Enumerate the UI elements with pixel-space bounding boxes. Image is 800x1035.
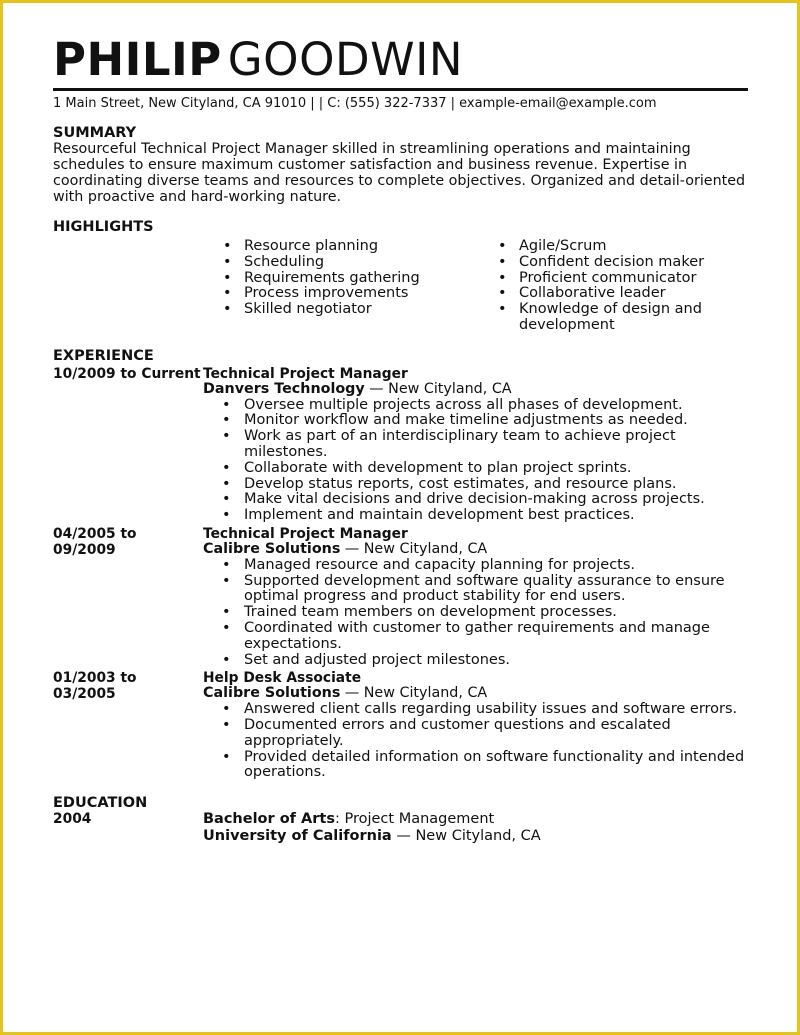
job-dates: 01/2003 to 03/2005 <box>53 670 137 703</box>
education-details <box>203 811 541 845</box>
education-heading: EDUCATION <box>53 795 148 812</box>
job-bullet: • Provided detailed information on software functionality and intended operations. <box>203 750 753 782</box>
company-location: — New Cityland, CA <box>340 540 488 557</box>
job-bullets <box>203 702 753 781</box>
last-name: GOODWIN <box>227 33 464 86</box>
highlight-item: • Resource planning <box>218 239 493 255</box>
job-entry <box>53 670 753 781</box>
job-dates: 04/2005 to 09/2009 <box>53 525 137 558</box>
experience-heading: EXPERIENCE <box>53 347 154 364</box>
job-company-line <box>203 686 753 702</box>
job-bullet: • Collaborate with development to plan project sprints. <box>203 461 753 477</box>
company-name: Calibre Solutions <box>203 540 341 557</box>
school-line <box>203 828 541 845</box>
education-year: 2004 <box>53 811 92 828</box>
highlight-item: • Agile/Scrum <box>493 239 723 255</box>
highlight-item: • Scheduling <box>218 255 493 271</box>
job-entry <box>53 526 753 668</box>
candidate-name <box>53 30 753 90</box>
job-bullet: • Supported development and software quality assurance to ensure optimal progress and product stability for end users. <box>203 574 753 606</box>
highlights-right-column <box>493 239 723 334</box>
highlight-item: • Proficient communicator <box>493 271 723 287</box>
job-title: Help Desk Associate <box>203 670 362 687</box>
job-bullet: • Trained team members on development processes. <box>203 605 753 621</box>
summary-heading: SUMMARY <box>53 125 137 141</box>
school-name: University of California <box>203 828 392 845</box>
job-bullets <box>203 398 753 524</box>
company-location: — New Cityland, CA <box>364 380 512 397</box>
job-bullet: • Answered client calls regarding usability issues and software errors. <box>203 702 753 718</box>
education-entry <box>53 811 753 845</box>
school-location: — New Cityland, CA <box>391 828 541 845</box>
resume-page <box>53 30 753 845</box>
highlight-item: • Requirements gathering <box>218 271 493 287</box>
highlight-item: • Process improvements <box>218 286 493 302</box>
job-title: Technical Project Manager <box>203 525 408 542</box>
job-bullet: • Documented errors and customer questions and escalated appropriately. <box>203 718 753 750</box>
company-name: Calibre Solutions <box>203 685 341 702</box>
highlight-item: • Confident decision maker <box>493 255 723 271</box>
job-bullet: • Make vital decisions and drive decision-making across projects. <box>203 492 753 508</box>
job-bullet: • Implement and maintain development best practices. <box>203 508 753 524</box>
highlights-left-column <box>218 239 493 334</box>
highlight-item: • Collaborative leader <box>493 286 723 302</box>
company-name: Danvers Technology <box>203 380 365 397</box>
job-bullet: • Monitor workflow and make timeline adjustments as needed. <box>203 413 753 429</box>
highlight-item: • Knowledge of design and development <box>493 302 723 334</box>
job-dates: 10/2009 to Current <box>53 365 201 382</box>
job-company-line <box>203 542 753 558</box>
degree-field: : Project Management <box>334 811 495 828</box>
job-details <box>203 670 753 781</box>
job-bullet: • Set and adjusted project milestones. <box>203 653 753 669</box>
degree-label: Bachelor of Arts <box>203 811 335 828</box>
degree-line <box>203 811 541 828</box>
job-bullet: • Develop status reports, cost estimates, and resource plans. <box>203 477 753 493</box>
summary-text: Resourceful Technical Project Manager skilled in streamlining operations and maintaining schedules to ensure maximum customer satisfaction and business revenue. Expertise in coordinating diverse teams and resources to complete objectives. Organized and detail-oriented with proactive and hard-working nature. <box>53 141 746 205</box>
job-details <box>203 366 753 524</box>
contact-line: 1 Main Street, New Cityland, CA 91010 | | C: (555) 322-7337 | example-email@example.com <box>53 96 657 111</box>
first-name: PHILIP <box>53 33 222 86</box>
highlight-item: • Skilled negotiator <box>218 302 493 318</box>
job-bullet: • Managed resource and capacity planning for projects. <box>203 558 753 574</box>
job-company-line <box>203 382 753 398</box>
job-title: Technical Project Manager <box>203 365 408 382</box>
company-location: — New Cityland, CA <box>340 685 488 702</box>
job-bullet: • Work as part of an interdisciplinary team to achieve project milestones. <box>203 429 753 461</box>
highlights-list <box>53 239 753 334</box>
job-details <box>203 526 753 668</box>
highlights-heading: HIGHLIGHTS <box>53 219 154 235</box>
job-bullets <box>203 558 753 669</box>
job-bullet: • Coordinated with customer to gather requirements and manage expectations. <box>203 621 753 653</box>
job-bullet: • Oversee multiple projects across all phases of development. <box>203 398 753 414</box>
job-entry <box>53 366 753 524</box>
